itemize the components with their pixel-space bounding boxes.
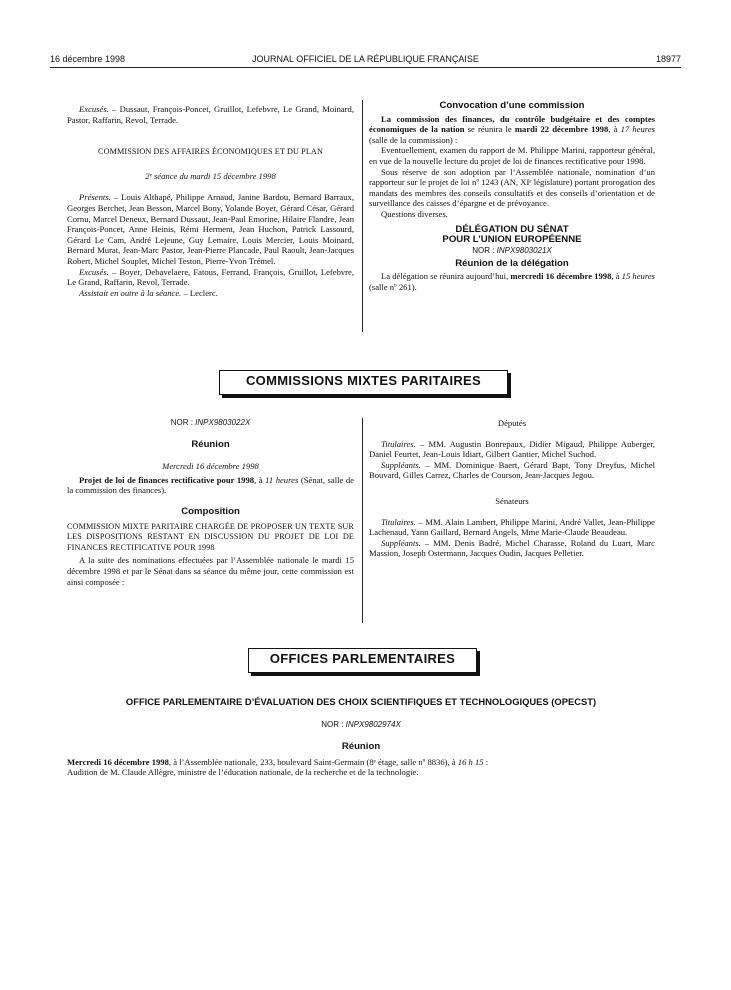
header-date: 16 décembre 1998	[50, 54, 126, 64]
p1-time: 17 heures	[620, 124, 655, 135]
excuses-label: Excusés.	[79, 104, 109, 114]
opecst-reunion-title: Réunion	[341, 741, 381, 753]
nor-code: INPX9803021X	[496, 245, 552, 255]
reunion-time: 15 heures	[621, 270, 655, 281]
p1-date: mardi 22 décembre 1998	[514, 124, 609, 135]
delegation-reunion-p	[369, 271, 655, 292]
cmp-projet	[67, 475, 354, 496]
offices-section-box: OFFICES PARLEMENTAIRES	[248, 648, 477, 673]
dep-titulaires-text: – MM. Augustin Bonrepaux, Didier Migaud, Philippe Auberger, Daniel Feurtet, Jean-Louis Idiart, Gilbert Gantier, Michel Suchod.	[369, 438, 655, 460]
delegation-reunion-title: Réunion de la délégation	[455, 258, 569, 270]
sen-titulaires-text: – MM. Alain Lambert, Philippe Marini, André Vallet, Jean-Philippe Lachenaud, Yann Gaillard, Bernard Angels, Mme Marie-Claude Beaudeau.	[369, 516, 655, 538]
cmp-nor	[67, 418, 354, 429]
cmp-section-box: COMMISSIONS MIXTES PARITAIRES	[219, 370, 508, 395]
deputes-suppleants	[369, 460, 655, 481]
cmp-composition-title: Composition	[181, 505, 240, 517]
reunion-end: (salle nº 261).	[369, 281, 417, 292]
opecst-p1-end: :	[483, 756, 489, 767]
cmp-projet-bold: Projet de loi de finances rectificative pour 1998	[79, 474, 255, 485]
reunion-date: mercredi 16 décembre 1998	[510, 270, 612, 281]
opecst-time: 16 h 15	[457, 756, 484, 767]
convocation-title: Convocation d’une commission	[439, 100, 585, 111]
cmp-projet-a: , à	[254, 474, 266, 485]
cmp-right-column	[369, 418, 655, 559]
column-divider-top	[362, 100, 363, 332]
opecst-p1-text: , à l’Assemblée nationale, 233, boulevard Saint-Germain (8ᵉ étage, salle nº 8836), à	[168, 756, 458, 767]
opecst-title: OFFICE PARLEMENTAIRE D’ÉVALUATION DES CHOIX SCIENTIFIQUES ET TECHNOLOGIQUES (OPECST)	[125, 696, 597, 707]
right-top-column	[369, 101, 655, 292]
cmp-projet-end: (Sénat, salle de la commission des finances).	[67, 474, 354, 496]
delegation-title-1: DÉLÉGATION DU SÉNAT	[455, 223, 569, 235]
deputes-titulaires	[369, 439, 655, 460]
presents-text: – Louis Althapé, Philippe Arnaud, Janine Bardou, Bernard Barraux, Georges Berchet, Jean Besson, Marcel Bony, Yolande Boyer, Gérard César, Gérard Cornu, Marcel Deneux, Bernard Dussaut, Jean-Paul Emorine, Hilaire Flandre, Jean François-Poncet, Anne Heinis, Rémi Herment, Jean Huchon, Patrick Lassourd, Gérard Le Cam, André Lejeune, Guy Lemaire, Louis Mercier, Louis Moinard, Bernard Murat, Jean-Marc Pastor, Jean-Pierre Plancade, Paul Raoult, Jean-Jacques Robert, Michel Souplet, Michel Teston, Pierre-Yvon Trémel.	[67, 192, 354, 266]
sen-suppleants-text: – MM. Denis Badré, Michel Charasse, Roland du Luart, Marc Massion, Joseph Ostermann, Jacques Oudin, Jacques Pelletier.	[369, 537, 655, 559]
excuses-text: – Dussaut, François-Poncet, Gruillot, Lefebvre, Le Grand, Moinard, Pastor, Raffarin, Revol, Terrade.	[67, 104, 354, 125]
convocation-p4: Questions diverses.	[381, 208, 448, 219]
cmp-reunion-title: Réunion	[191, 438, 230, 450]
delegation-nor	[369, 246, 655, 257]
cmp-date	[67, 461, 354, 472]
page-header	[50, 54, 681, 66]
opecst-date: Mercredi 16 décembre 1998	[67, 756, 169, 767]
header-journal: JOURNAL OFFICIEL DE LA RÉPUBLIQUE FRANÇAISE	[252, 54, 479, 64]
convocation-p2: Eventuellement, examen du rapport de M. Philippe Marini, rapporteur général, en vue de la nouvelle lecture du projet de loi de finances rectificative pour 1998.	[369, 145, 655, 166]
header-rule	[50, 67, 681, 68]
excuses2-text: – Boyer, Debavelaere, Fatous, Ferrand, François, Gruillot, Lefebvre, Le Grand, Raffarin, Revol, Terrade.	[67, 266, 354, 288]
senateurs-suppleants	[369, 538, 655, 559]
column-divider-cmp	[362, 418, 363, 623]
p1-a: , à	[608, 124, 621, 135]
reunion-a: , à	[611, 270, 622, 281]
presents-paragraph	[67, 192, 354, 266]
cmp-projet-time: 11 heures	[265, 474, 299, 485]
assistait-paragraph	[67, 288, 354, 299]
delegation-title-2: POUR L’UNION EUROPÉENNE	[442, 234, 582, 246]
senateurs-titulaires	[369, 517, 655, 538]
dep-titulaires-label: Titulaires.	[381, 438, 416, 449]
presents-label: Présents.	[79, 192, 111, 203]
sen-suppleants-label: Suppléants.	[381, 537, 421, 548]
p1-mid: se réunira le	[464, 124, 515, 135]
commission-title: COMMISSION DES AFFAIRES ÉCONOMIQUES ET DU PLAN	[98, 147, 323, 157]
cmp-date-text: Mercredi 16 décembre 1998	[162, 461, 259, 472]
opecst-nor	[67, 720, 655, 731]
excuses2-label: Excusés.	[79, 266, 109, 277]
cmp-left-column	[67, 418, 354, 587]
nor-label: NOR :	[472, 245, 497, 255]
senateurs-title: Sénateurs	[495, 495, 529, 506]
cmp-composition-caps: COMMISSION MIXTE PARITAIRE CHARGÉE DE PROPOSER UN TEXTE SUR LES DISPOSITIONS RESTANT EN DISCUSSION DU PROJET DE LOI DE FINANCES RECTIFICATIVE POUR 1998	[67, 521, 354, 552]
commission-finances: La commission des finances, du contrôle budgétaire et des comptes économiques de la nation	[369, 113, 655, 135]
convocation-p3: Sous réserve de son adoption par l’Assemblée nationale, nomination d’un rapporteur sur le projet de loi nº 1243 (AN, XIᵉ législature) portant prorogation des mandats des membres des conseils consultatifs et des conseils d’orientation et de surveillance des caisses d’épargne et de prévoyance.	[369, 166, 655, 209]
deputes-title: Députés	[497, 418, 527, 428]
assistait-text: – Leclerc.	[181, 287, 218, 298]
cmp-nor-label: NOR :	[170, 418, 196, 427]
assistait-label: Assistait en outre à la séance.	[79, 287, 182, 298]
header-page-number: 18977	[655, 54, 681, 64]
sen-titulaires-label: Titulaires.	[381, 516, 416, 527]
convocation-p1	[369, 114, 655, 146]
p1-end: (salle de la commission) :	[369, 134, 458, 145]
seance-title	[67, 171, 354, 182]
opecst-nor-label: NOR :	[321, 719, 346, 729]
dep-suppleants-label: Suppléants.	[381, 459, 421, 470]
excuses2-paragraph	[67, 267, 354, 288]
seance-text: 2ᵉ séance du mardi 15 décembre 1998	[145, 170, 276, 181]
left-top-column	[67, 104, 354, 298]
opecst-p1	[67, 757, 655, 768]
opecst-nor-code: INPX9802974X	[345, 719, 401, 729]
opecst-p2: Audition de M. Claude Allègre, ministre de l’éducation nationale, de la recherche et de la technologie.	[67, 767, 419, 778]
cmp-composition-p: A la suite des nominations effectuées par l’Assemblée nationale le mardi 15 décembre 1998 et par le Sénat dans sa séance du même jour, cette commission est ainsi composée :	[67, 555, 354, 587]
excuses-paragraph	[67, 104, 354, 125]
cmp-nor-code: INPX9803022X	[195, 418, 251, 427]
offices-section	[67, 697, 655, 778]
dep-suppleants-text: – MM. Dominique Baert, Gérard Bapt, Tony Dreyfus, Michel Bouvard, Gilles Carrez, Charles de Courson, Jean-Jacques Jegou.	[369, 459, 655, 481]
reunion-p1: La délégation se réunira aujourd’hui,	[381, 270, 511, 281]
